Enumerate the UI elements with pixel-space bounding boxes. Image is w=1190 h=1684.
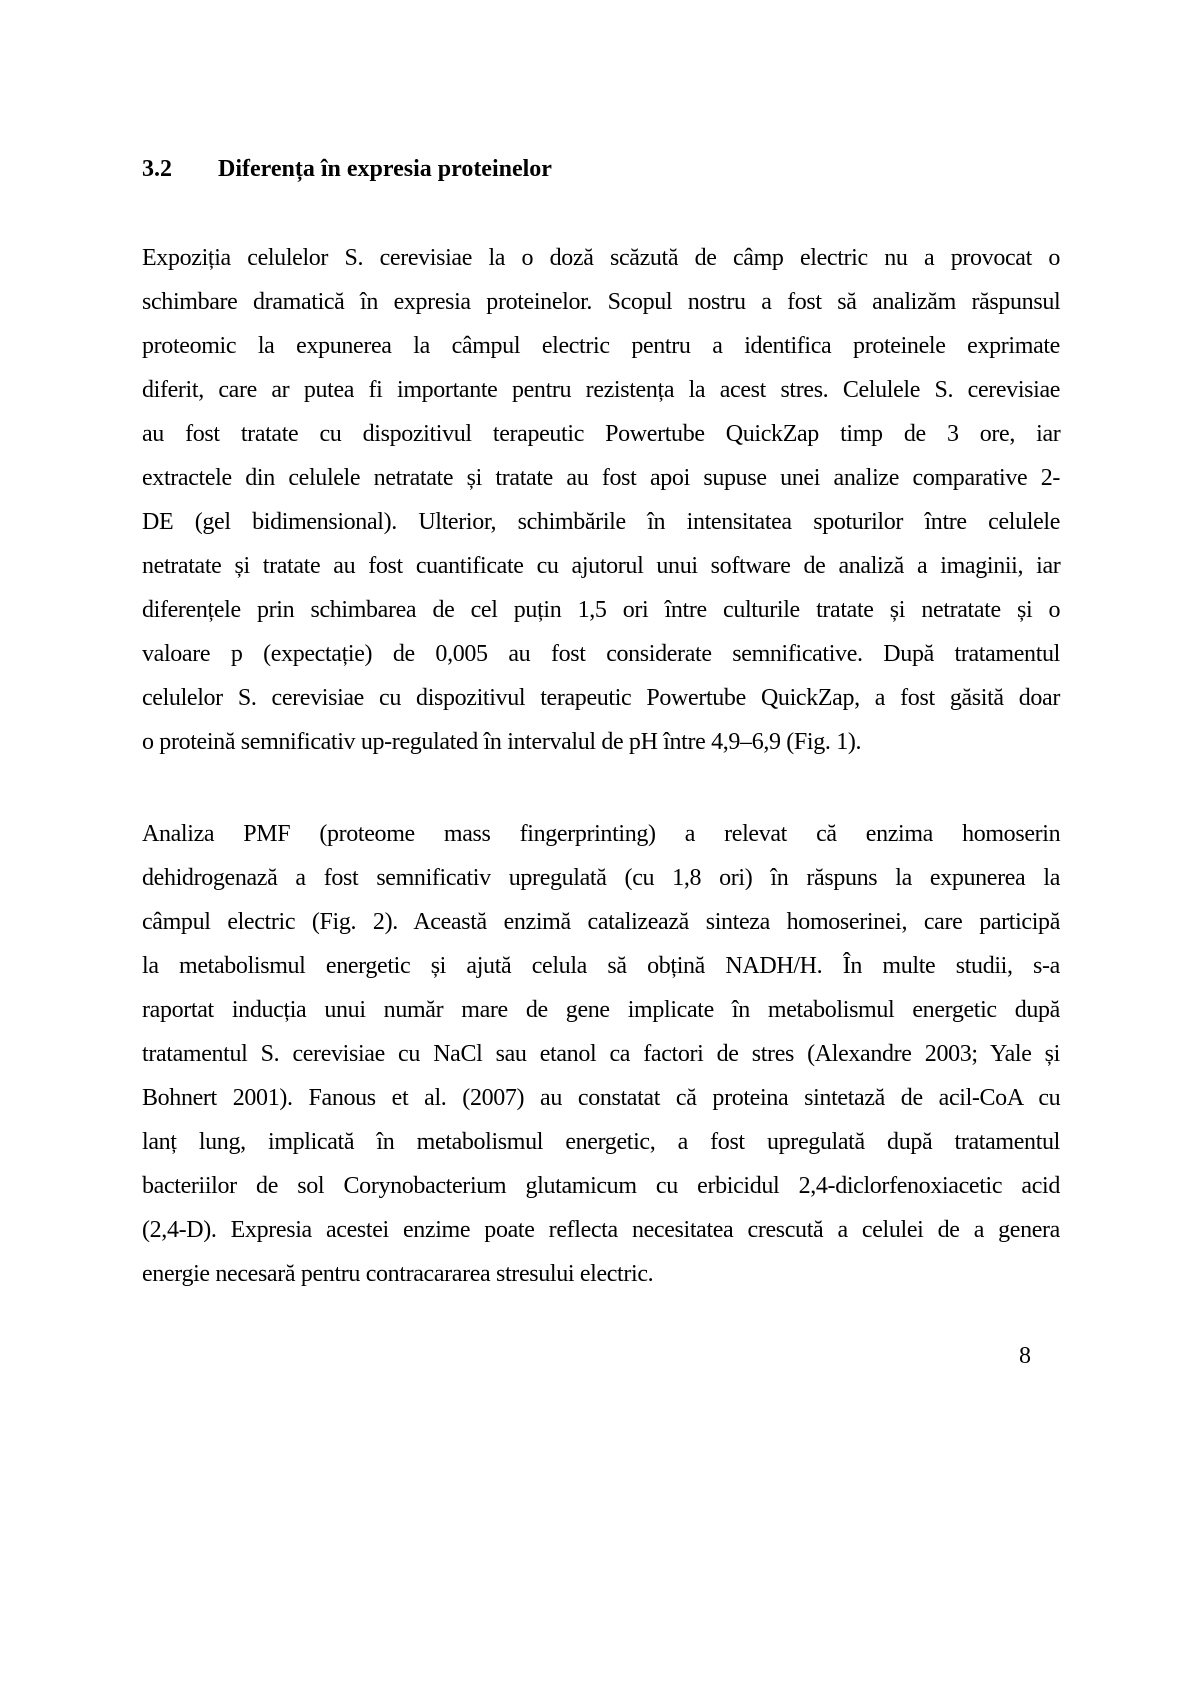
text-line: tratamentul S. cerevisiae cu NaCl sau etanol ca factori de stres (Alexandre 2003; Yale și [142,1041,1060,1067]
text-line: câmpul electric (Fig. 2). Această enzimă catalizează sinteza homoserinei, care participă [142,909,1060,935]
section-title: Diferența în expresia proteinelor [218,156,552,182]
text-line: Bohnert 2001). Fanous et al. (2007) au constatat că proteina sintetază de acil-CoA cu [142,1085,1061,1111]
section-number: 3.2 [142,156,172,182]
section-heading [142,153,552,185]
text-line: bacteriilor de sol Corynobacterium glutamicum cu erbicidul 2,4-diclorfenoxiacetic acid [142,1173,1060,1199]
page-number: 8 [1019,1343,1031,1369]
text-line: extractele din celulele netratate și tratate au fost apoi supuse unei analize comparative 2- [142,465,1061,491]
text-line: au fost tratate cu dispozitivul terapeutic Powertube QuickZap timp de 3 ore, iar [142,421,1061,447]
text-line: diferențele prin schimbarea de cel puțin 1,5 ori între culturile tratate și netratate și o [142,597,1061,623]
text-line: o proteină semnificativ up-regulated în intervalul de pH între 4,9–6,9 (Fig. 1). [142,729,862,755]
text-line: dehidrogenază a fost semnificativ upregulată (cu 1,8 ori) în răspuns la expunerea la [142,865,1060,891]
text-line: Expoziția celulelor S. cerevisiae la o doză scăzută de câmp electric nu a provocat o [142,245,1060,271]
paragraph-1 [142,236,1060,764]
text-line: raportat inducția unui număr mare de gene implicate în metabolismul energetic după [142,997,1060,1023]
text-line: proteomic la expunerea la câmpul electric pentru a identifica proteinele exprimate [142,333,1060,359]
text-line: energie necesară pentru contracararea stresului electric. [142,1261,654,1287]
text-line: celulelor S. cerevisiae cu dispozitivul terapeutic Powertube QuickZap, a fost găsită doar [142,685,1060,711]
text-line: la metabolismul energetic și ajută celula să obțină NADH/H. În multe studii, s-a [142,953,1060,979]
text-line: Analiza PMF (proteome mass fingerprinting) a relevat că enzima homoserin [142,821,1061,847]
text-line: DE (gel bidimensional). Ulterior, schimbările în intensitatea spoturilor între celulele [142,509,1060,535]
text-line: (2,4-D). Expresia acestei enzime poate reflecta necesitatea crescută a celulei de a genera [142,1217,1060,1243]
text-line: netratate și tratate au fost cuantificate cu ajutorul unui software de analiză a imaginii, iar [142,553,1061,579]
text-line: schimbare dramatică în expresia proteinelor. Scopul nostru a fost să analizăm răspunsul [142,289,1061,315]
text-line: valoare p (expectație) de 0,005 au fost considerate semnificative. După tratamentul [142,641,1060,667]
text-line: diferit, care ar putea fi importante pentru rezistența la acest stres. Celulele S. cerevisiae [142,377,1061,403]
paragraph-2 [142,812,1060,1296]
text-line: lanț lung, implicată în metabolismul energetic, a fost upregulată după tratamentul [142,1129,1060,1155]
